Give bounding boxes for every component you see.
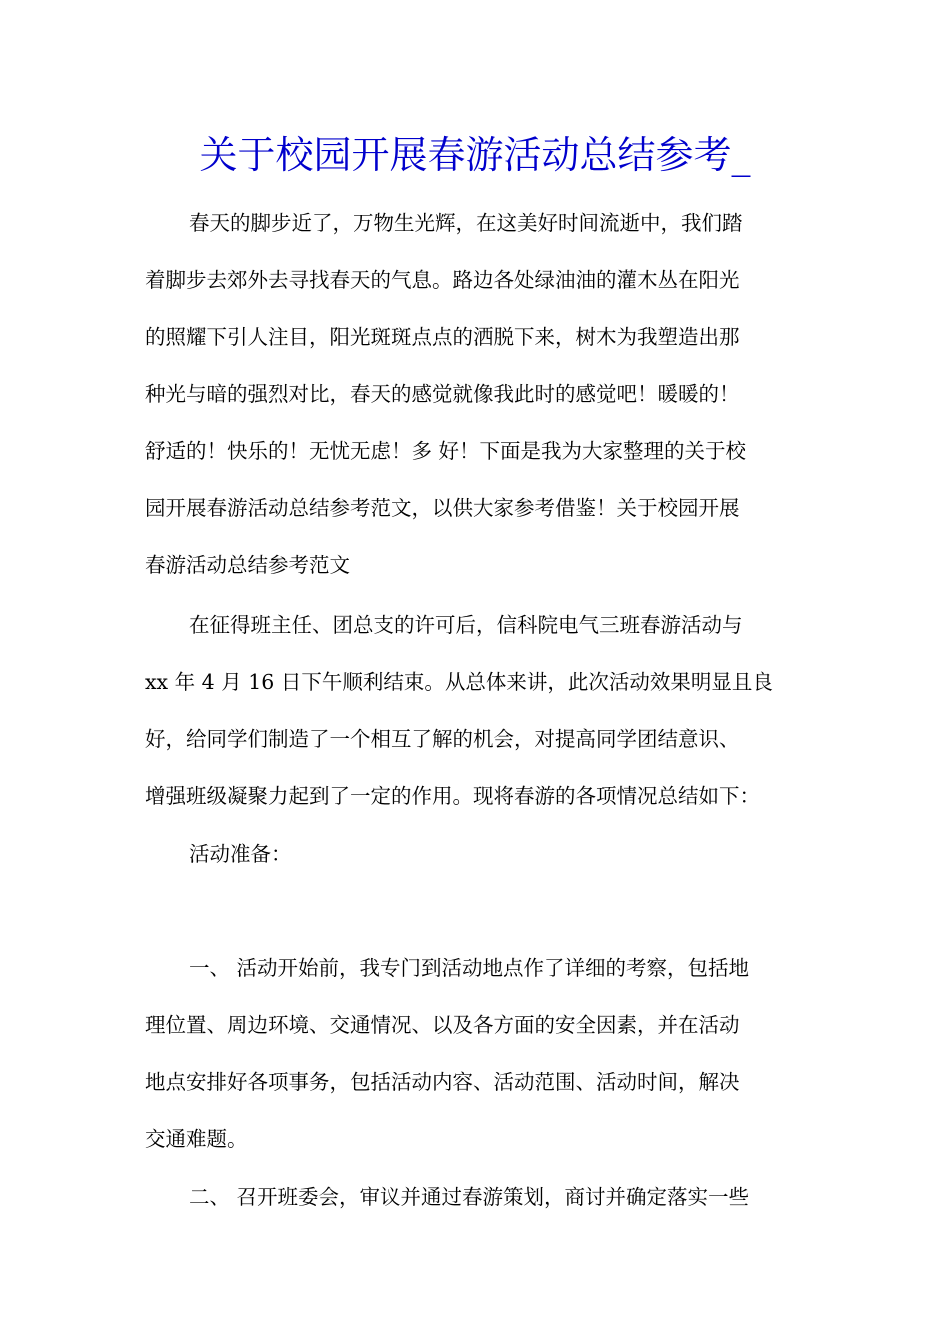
text-line: 的照耀下引人注目，阳光斑斑点点的洒脱下来，树木为我塑造出那 (145, 325, 740, 349)
text-line: 活动准备： (189, 842, 292, 866)
text-line: 好，给同学们制造了一个相互了解的机会，对提高同学团结意识、 (145, 727, 740, 751)
list-item-one (145, 940, 807, 1168)
text-line: 在征得班主任、团总支的许可后，信科院电气三班春游活动与 (189, 613, 743, 637)
text-line: 一、 活动开始前，我专门到活动地点作了详细的考察，包括地 (189, 956, 750, 980)
text-line: 理位置、周边环境、交通情况、以及各方面的安全因素，并在活动 (145, 1013, 740, 1037)
text-line: 二、 召开班委会，审议并通过春游策划，商讨并确定落实一些 (189, 1185, 750, 1209)
text-line: 春天的脚步近了，万物生光辉，在这美好时间流逝中，我们踏 (189, 211, 743, 235)
text-line: 春游活动总结参考范文 (145, 553, 350, 577)
text-line: 地点安排好各项事务，包括活动内容、活动范围、活动时间，解决 (145, 1070, 740, 1094)
list-item-two (145, 1169, 807, 1226)
paragraph-intro (145, 195, 807, 594)
text-line: 交通难题。 (145, 1127, 248, 1151)
section-heading-preparation (145, 826, 807, 883)
text-line: 着脚步去郊外去寻找春天的气息。路边各处绿油油的灌木丛在阳光 (145, 268, 740, 292)
document-title: 关于校园开展春游活动总结参考_ (199, 133, 751, 177)
paragraph-summary (145, 597, 807, 825)
text-line: 舒适的！快乐的！无忧无虑！多 好！下面是我为大家整理的关于校 (145, 439, 747, 463)
text-line: 种光与暗的强烈对比，春天的感觉就像我此时的感觉吧！暖暖的！ (145, 382, 740, 406)
text-line: xx 年 4 月 16 日下午顺利结束。从总体来讲，此次活动效果明显且良 (145, 670, 773, 694)
text-line: 园开展春游活动总结参考范文，以供大家参考借鉴！关于校园开展 (145, 496, 740, 520)
text-line: 增强班级凝聚力起到了一定的作用。现将春游的各项情况总结如下： (145, 784, 760, 808)
